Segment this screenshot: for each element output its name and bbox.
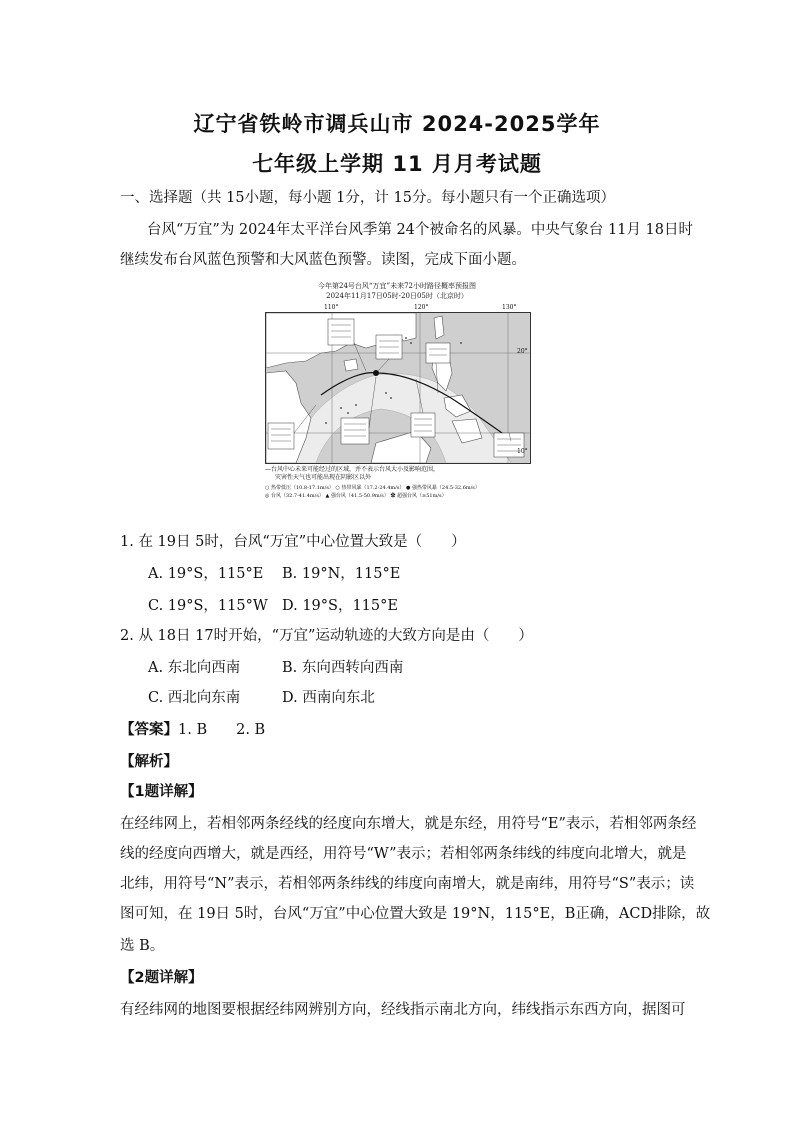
q2-detail-line-1: 有经纬网的地图要根据经纬网辨别方向，经线指示南北方向，纬线指示东西方向，据图可 [120, 1002, 686, 1018]
q1-detail-line-1: 在经纬网上，若相邻两条经线的经度向东增大，就是东经，用符号“E”表示，若相邻两条经 [120, 816, 697, 832]
doc-title-line1: 辽宁省铁岭市调兵山市 2024-2025学年 [193, 112, 601, 136]
q1-detail-line-5: 选 B。 [120, 938, 165, 954]
lat-label-20: 20° [517, 348, 528, 355]
q2-detail-label: 【2题详解】 [120, 970, 203, 986]
q2-option-c: C. 西北向东南 [148, 690, 241, 706]
q2-option-b: B. 东向西转向西南 [282, 660, 404, 676]
legend-note-2: 灾害性天气也可能出现在阴影区以外 [275, 474, 372, 481]
q2-option-d: D. 西南向东北 [282, 690, 375, 706]
legend-note-1: —台风中心未来可能经过的区域，并不表示台风大小及影响范围， [265, 466, 440, 473]
legend-row-1: ○ 热带低压（10.8-17.1m/s） ○ 热带风暴（17.2-24.4m/s） ● 强热带风暴（24.5-32.6m/s） [265, 485, 480, 491]
map-graphic [266, 313, 530, 463]
q1-detail-label: 【1题详解】 [120, 784, 203, 800]
legend-row-2: ◎ 台风（32.7-41.4m/s） ▲ 强台风（41.5-50.9m/s） ✿ 超强台风（≥51m/s） [265, 493, 447, 499]
q1-detail-line-4: 图可知，在 19日 5时，台风“万宜”中心位置大致是 19°N，115°E，B正确，ACD排除，故 [120, 906, 711, 922]
typhoon-map [265, 312, 531, 464]
answer-label: 【答案】 [120, 722, 178, 738]
doc-title-line2: 七年级上学期 11 月月考试题 [252, 152, 542, 176]
q1-option-b: B. 19°N，115°E [282, 566, 401, 582]
question-2-stem: 2. 从 18日 17时开始，“万宜”运动轨迹的大致方向是由（ ） [120, 628, 533, 644]
lon-label-110: 110° [324, 304, 339, 311]
lon-label-120: 120° [414, 304, 429, 311]
answer-block [120, 718, 265, 739]
analysis-label: 【解析】 [120, 754, 178, 770]
q1-option-c: C. 19°S，115°W [148, 598, 268, 614]
q1-detail-line-3: 北纬，用符号“N”表示，若相邻两条纬线的纬度向南增大，就是南纬，用符号“S”表示；读 [120, 876, 695, 892]
question-1-stem: 1. 在 19日 5时，台风“万宜”中心位置大致是（ ） [120, 534, 466, 550]
section-heading: 一、选择题（共 15小题，每小题 1分，计 15分。每小题只有一个正确选项） [120, 190, 615, 206]
answer-text: 1. B 2. B [178, 722, 266, 738]
figure-subtitle: 2024年11月17日05时-20日05时（北京时） [326, 292, 468, 300]
intro-line-1: 台风“万宜”为 2024年太平洋台风季第 24个被命名的风暴。中央气象台 11月 18日时 [147, 222, 694, 238]
lon-label-130: 130° [502, 304, 517, 311]
q2-option-a: A. 东北向西南 [148, 660, 241, 676]
intro-line-2: 继续发布台风蓝色预警和大风蓝色预警。读图，完成下面小题。 [120, 252, 526, 268]
q1-detail-line-2: 线的经度向西增大，就是西经，用符号“W”表示；若相邻两条纬线的纬度向北增大，就是 [120, 846, 687, 862]
typhoon-track-figure [262, 280, 532, 510]
q1-option-a: A. 19°S，115°E [148, 566, 264, 582]
figure-title: 今年第24号台风“万宜”未来72小时路径概率预报图 [318, 282, 476, 290]
lat-label-10: 10° [517, 448, 528, 455]
q1-option-d: D. 19°S，115°E [282, 598, 398, 614]
